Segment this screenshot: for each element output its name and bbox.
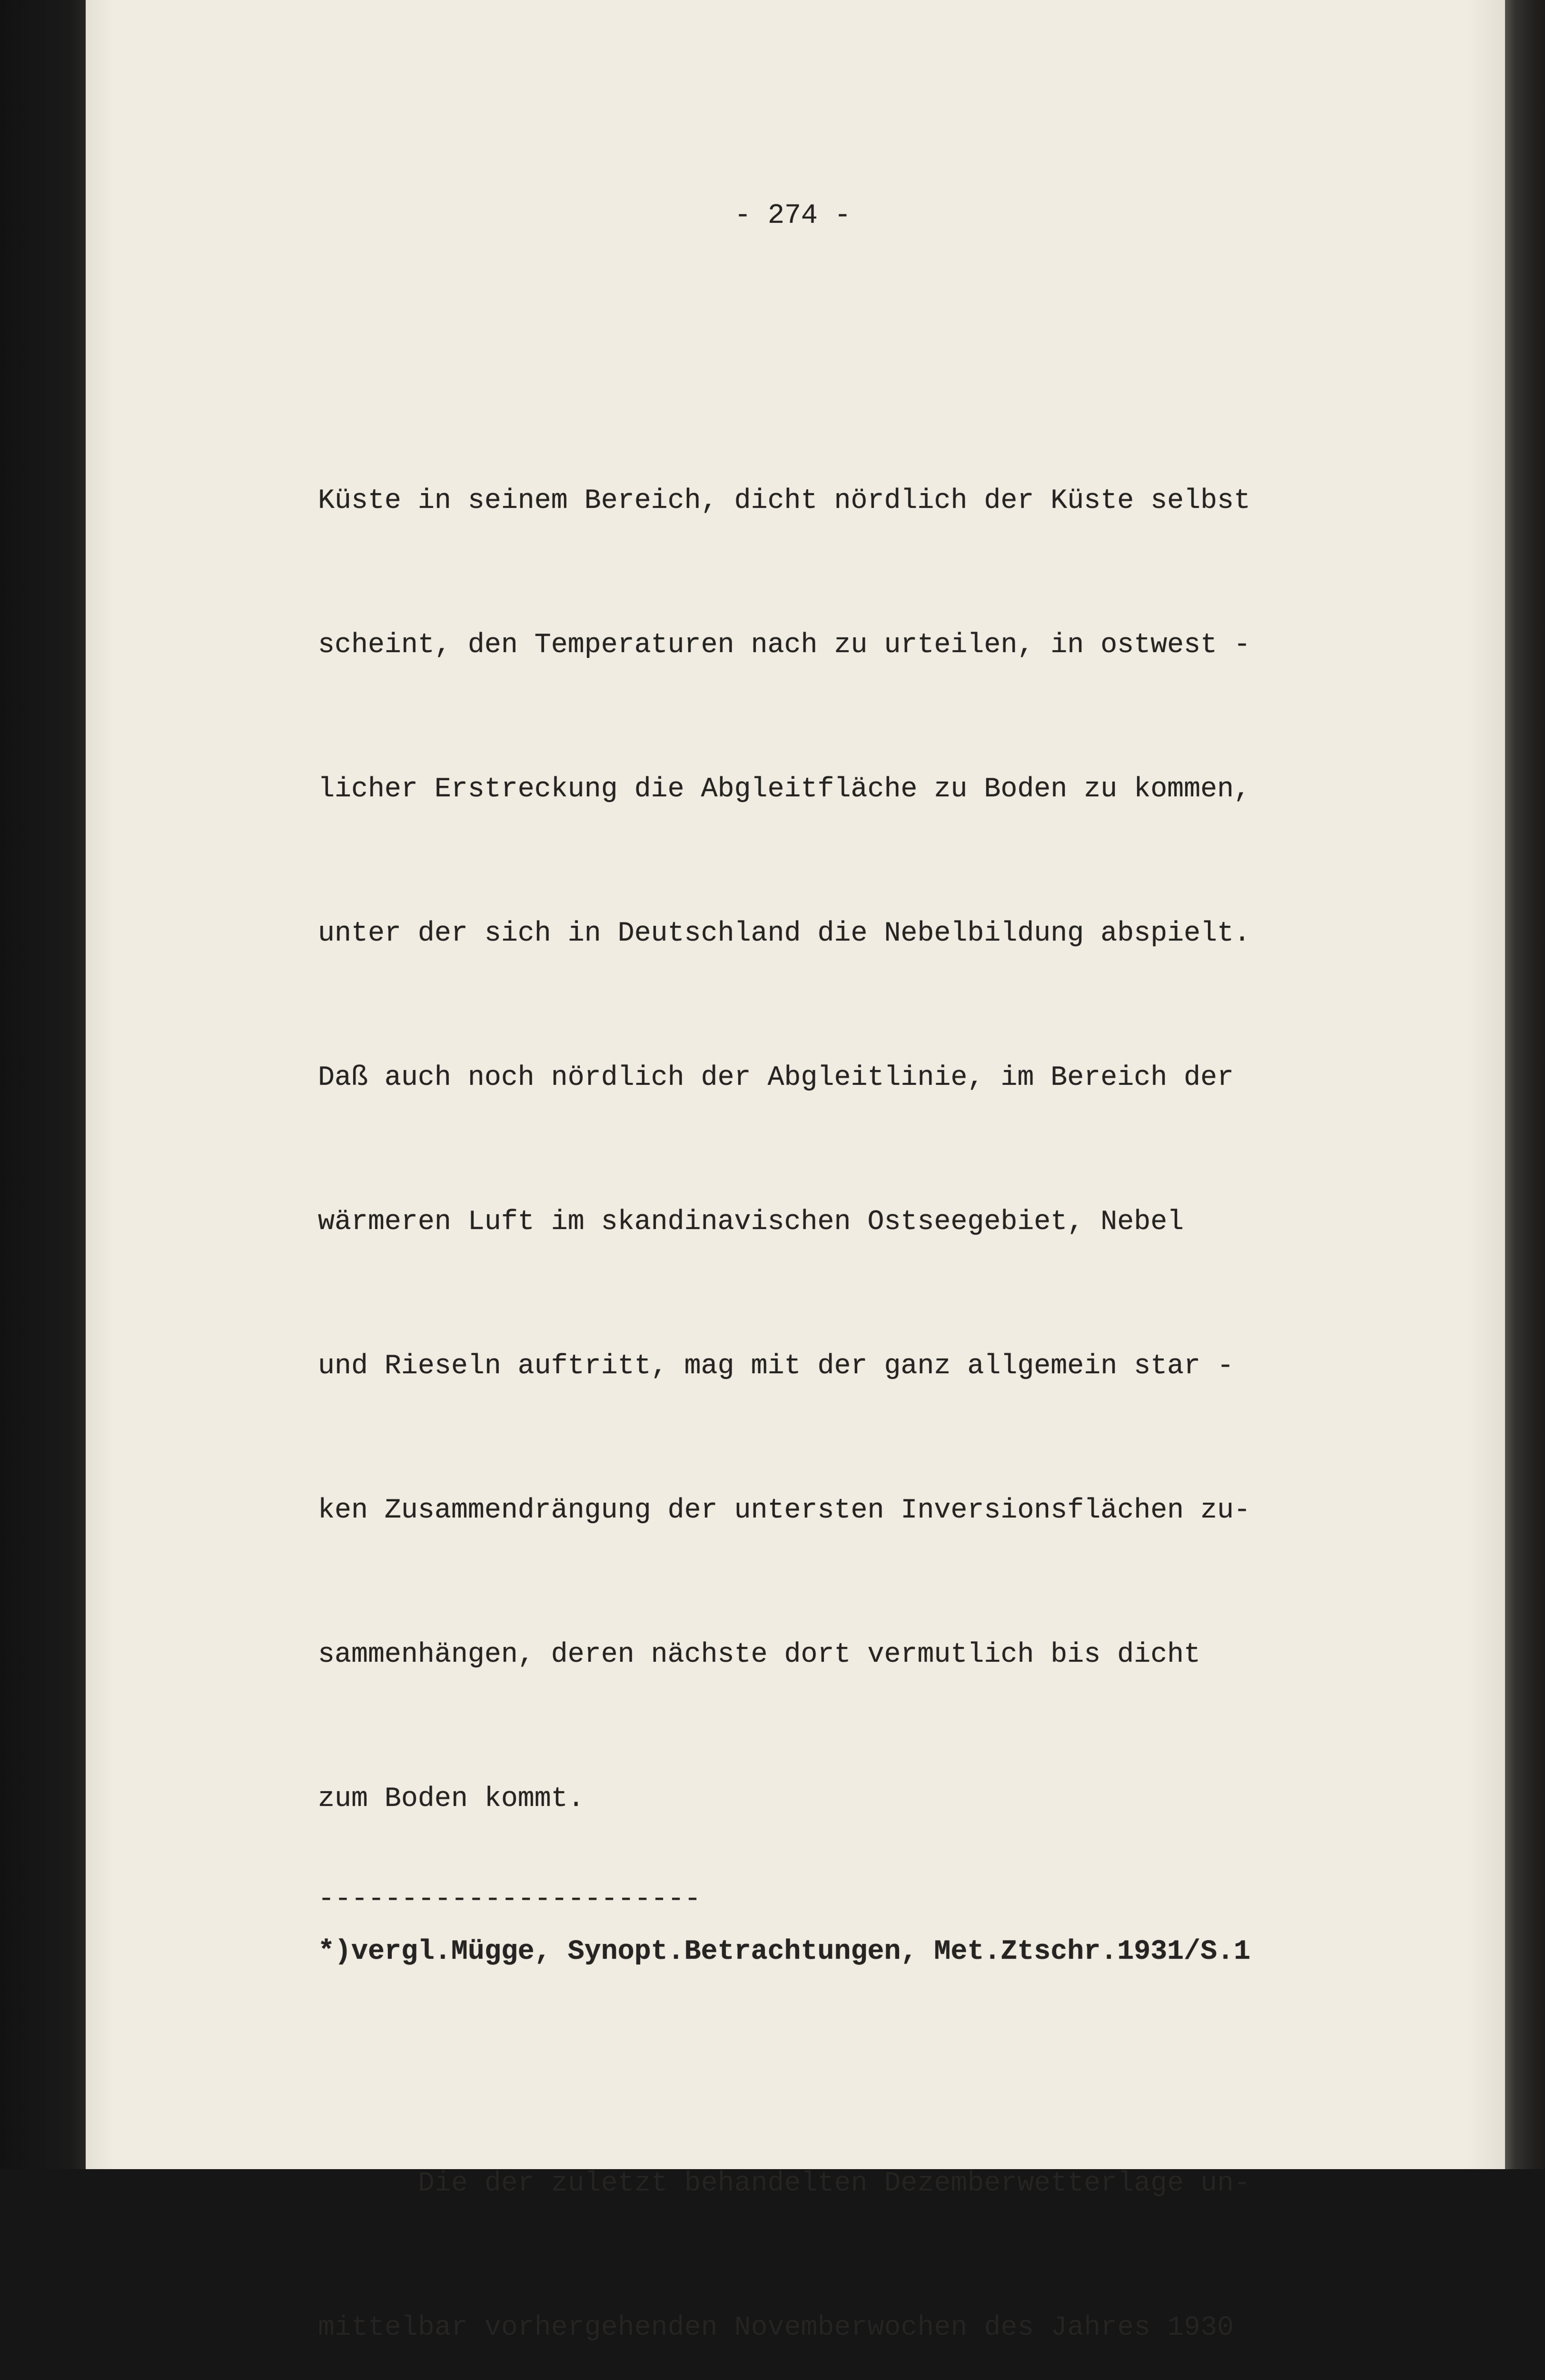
text-line: wärmeren Luft im skandinavischen Ostseegebiet, Nebel <box>318 1206 1184 1238</box>
text-line: mittelbar vorhergehenden Novemberwochen des Jahres 1930 <box>318 2311 1234 2343</box>
text-line: Küste in seinem Bereich, dicht nördlich der Küste selbst <box>318 485 1251 516</box>
text-line: licher Erstreckung die Abgleitfläche zu Boden zu kommen, <box>318 773 1251 805</box>
page-number: - 274 - <box>734 199 851 231</box>
footnote: *)vergl.Mügge, Synopt.Betrachtungen, Met.Ztschr.1931/S.1 <box>318 1935 1251 1967</box>
text-line: sammenhängen, deren nächste dort vermutlich bis dicht <box>318 1638 1201 1670</box>
paragraph-continued <box>318 380 1413 1919</box>
body-text <box>318 236 1413 2380</box>
footnote-separator: ----------------------- <box>318 1883 701 1915</box>
paper-sheet <box>86 0 1505 2343</box>
text-line: und Rieseln auftritt, mag mit der ganz allgemein star - <box>318 1350 1234 1382</box>
scan-border-left <box>0 0 86 2169</box>
text-line: scheint, den Temperaturen nach zu urteilen, in ostwest - <box>318 629 1251 661</box>
text-line: unter der sich in Deutschland die Nebelbildung abspielt. <box>318 917 1251 949</box>
text-line-indented: Die der zuletzt behandelten Dezemberwetterlage un- <box>417 2167 1251 2199</box>
text-line: ken Zusammendrängung der untersten Inversionsflächen zu- <box>318 1494 1251 1526</box>
paragraph <box>318 2063 1413 2380</box>
text-line: Daß auch noch nördlich der Abgleitlinie, im Bereich der <box>318 1061 1234 1093</box>
scan-border-right <box>1505 0 1545 2169</box>
text-line: zum Boden kommt. <box>318 1783 584 1815</box>
